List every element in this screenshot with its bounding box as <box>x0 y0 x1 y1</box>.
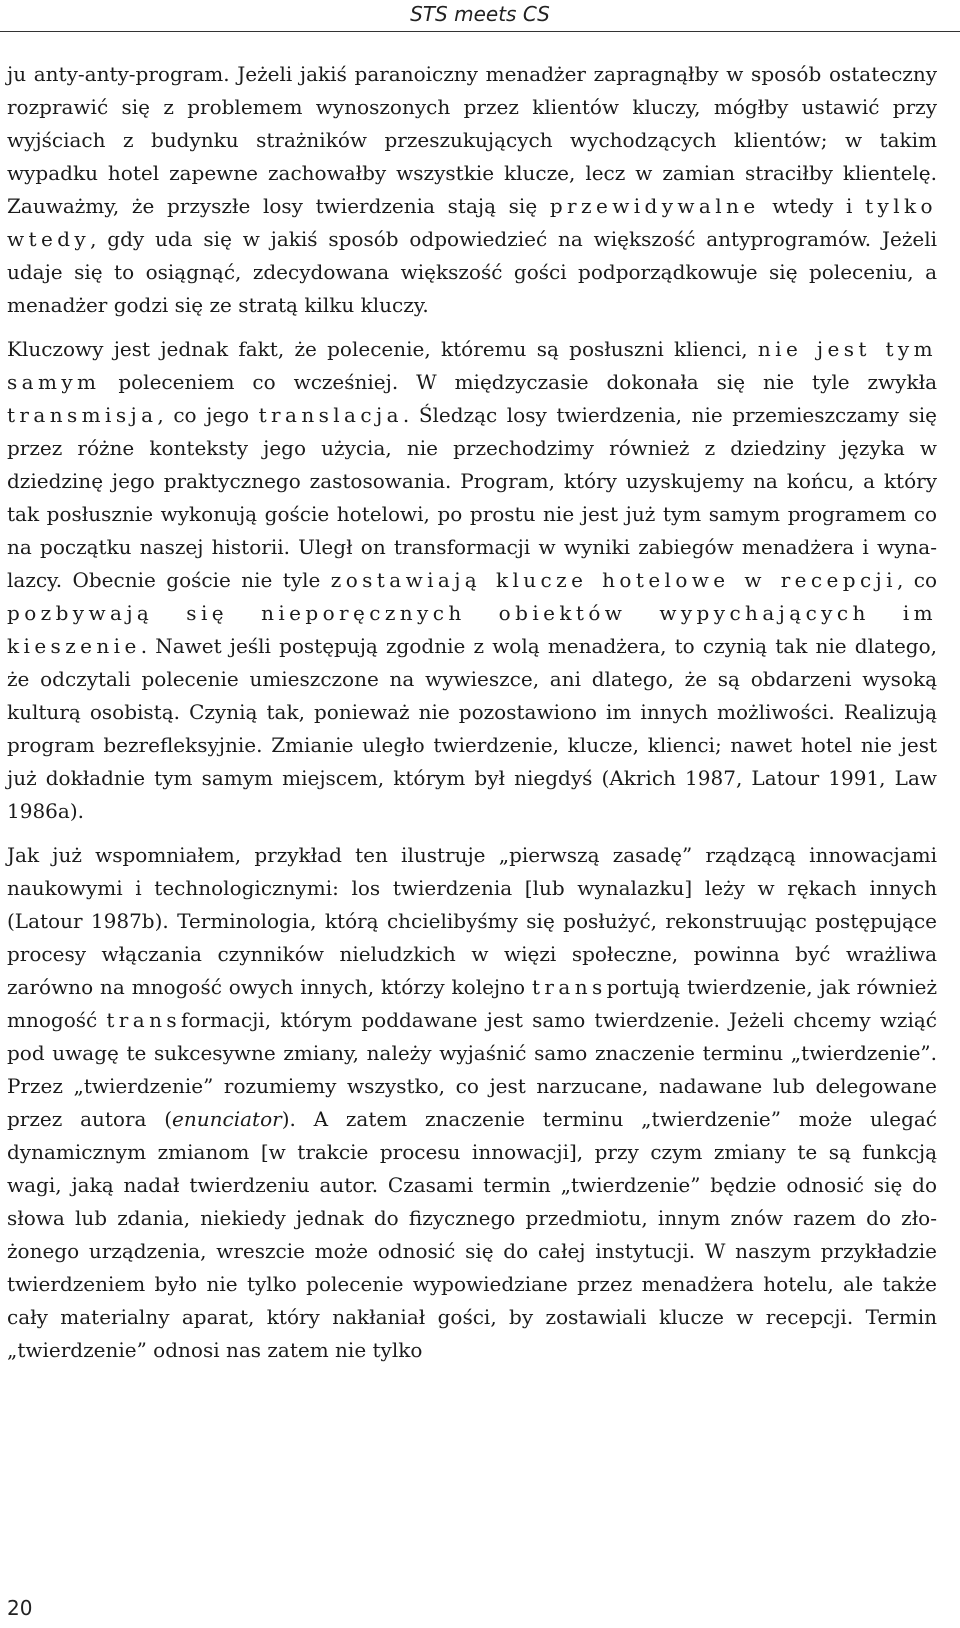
spaced-emphasis: tylko wtedy <box>7 194 938 251</box>
text-run: , co jego <box>157 403 259 427</box>
spaced-emphasis: trans <box>531 975 607 999</box>
text-run: ju anty-anty-program. Jeżeli jakiś paranoiczny menadżer zapragnąłby w sposób ostateczny rozprawić się z problemem wynoszonych przez klientów kluczy, mógłby ustawić przy wyjściach z budynku strażników przeszukujących wychodzących klientów; w takim wypadku hotel zapewne zachowałby wszystkie klucze, lecz w zamian straciłby klientelę. Zauważmy, że przyszłe losy twierdzenia stają się <box>7 62 937 218</box>
text-run: wtedy i <box>759 194 866 218</box>
spaced-emphasis: trans <box>106 1008 182 1032</box>
text-run: poleceniem co wcześniej. W międzyczasie dokonała się nie tyle zwykła <box>100 370 937 394</box>
text-run: ). A zatem znaczenie terminu „twierdzenie” może ulegać dynamicznym zmianom [w trakcie procesu innowacji], przy czym zmiany te są funkcją wagi, jaką nadał twierdzeniu autor. Czasami termin „twierdzenie” będzie odnosić się do słowa lub zdania, niekiedy jednak do fizycznego przedmiotu, innym znów razem do złożonego urządzenia, wreszcie może odnosić się do całej instytucji. W naszym przykładzie twierdzeniem było nie tylko polecenie wypowiedziane przez menadżera hotelu, ale także cały materialny aparat, który nakłaniał gości, by zostawiali klucze w recepcji. Termin „twierdzenie” odnosi nas zatem nie tylko <box>7 1107 937 1362</box>
italic-term: enunciator <box>172 1107 282 1131</box>
text-run: , gdy uda się w jakiś sposób odpowiedzieć na większość antyprogramów. Jeżeli udaje się to osiągnąć, zdecydowana większość gości podporządkowuje się poleceniu, a menadżer godzi się ze stratą kilku kluczy. <box>7 227 937 317</box>
spaced-emphasis: zostawiają klucze hotelowe w recepcji <box>330 568 897 592</box>
text-run: . Śledząc losy twierdzenia, nie przemieszczamy się przez różne konteksty jego użycia, nie przechodzimy również z dziedziny języka w dziedzinę jego praktycznego zastosowania. Program, który uzyskujemy na końcu, a który tak posłusznie wykonują goście hotelowi, po prostu nie jest już tym samym programem co na początku naszej historii. Uległ on transformacji w wyniki zabiegów menadżera i wynalazcy. Obecnie goście nie tyle <box>7 403 937 592</box>
spaced-emphasis: pozbywają się nieporęcznych obiektów wypychających im kieszenie <box>7 601 937 658</box>
running-header <box>0 0 960 32</box>
text-run: formacji, którym poddawane jest samo twierdzenie. Jeżeli chcemy wziąć pod uwagę te sukcesywne zmiany, należy wyjaśnić samo znaczenie terminu „twierdzenie”. Przez „twierdzenie” rozumiemy wszystko, co jest narzucane, nadawane lub delegowane przez autora ( <box>7 1008 937 1131</box>
spaced-emphasis: nie jest tym samym <box>7 337 937 394</box>
body-text <box>7 58 937 1378</box>
paragraph <box>7 58 937 322</box>
text-run: Jak już wspomniałem, przykład ten ilustruje „pierwszą zasadę” rządzącą innowacjami naukowymi i technologicznymi: los twierdzenia [lub wynalazku] leży w rękach innych (Latour 1987b). Terminologia, którą chcielibyśmy się posłużyć, rekonstruując postępujące procesy włączania czynników nieludzkich w więzi społeczne, powinna być wrażliwa zarówno na mnogość owych innych, którzy kolejno <box>7 843 937 999</box>
text-run: Kluczowy jest jednak fakt, że polecenie, któremu są posłuszni klienci, <box>7 337 758 361</box>
page-number: 20 <box>7 1596 33 1620</box>
paragraph <box>7 839 937 1367</box>
text-run: portują twierdzenie, jak również mnogość <box>7 975 938 1032</box>
running-header-title: STS meets CS <box>410 2 550 26</box>
text-run: , co <box>896 568 937 592</box>
spaced-emphasis: translacja <box>258 403 403 427</box>
spaced-emphasis: przewidywalne <box>549 194 760 218</box>
paragraph <box>7 333 937 828</box>
spaced-emphasis: transmisja <box>7 403 158 427</box>
text-run: . Nawet jeśli postępują zgodnie z wolą menadżera, to czynią tak nie dlatego, że odczytali polecenie umieszczone na wywieszce, ani dlatego, że są obdarzeni wysoką kulturą osobistą. Czynią tak, ponieważ nie pozostawiono im innych możliwości. Realizują program bezrefleksyjnie. Zmianie uległo twierdzenie, klucze, klienci; nawet hotel nie jest już dokładnie tym samym miejscem, którym był niegdyś (Akrich 1987, Latour 1991, Law 1986a). <box>7 634 937 823</box>
